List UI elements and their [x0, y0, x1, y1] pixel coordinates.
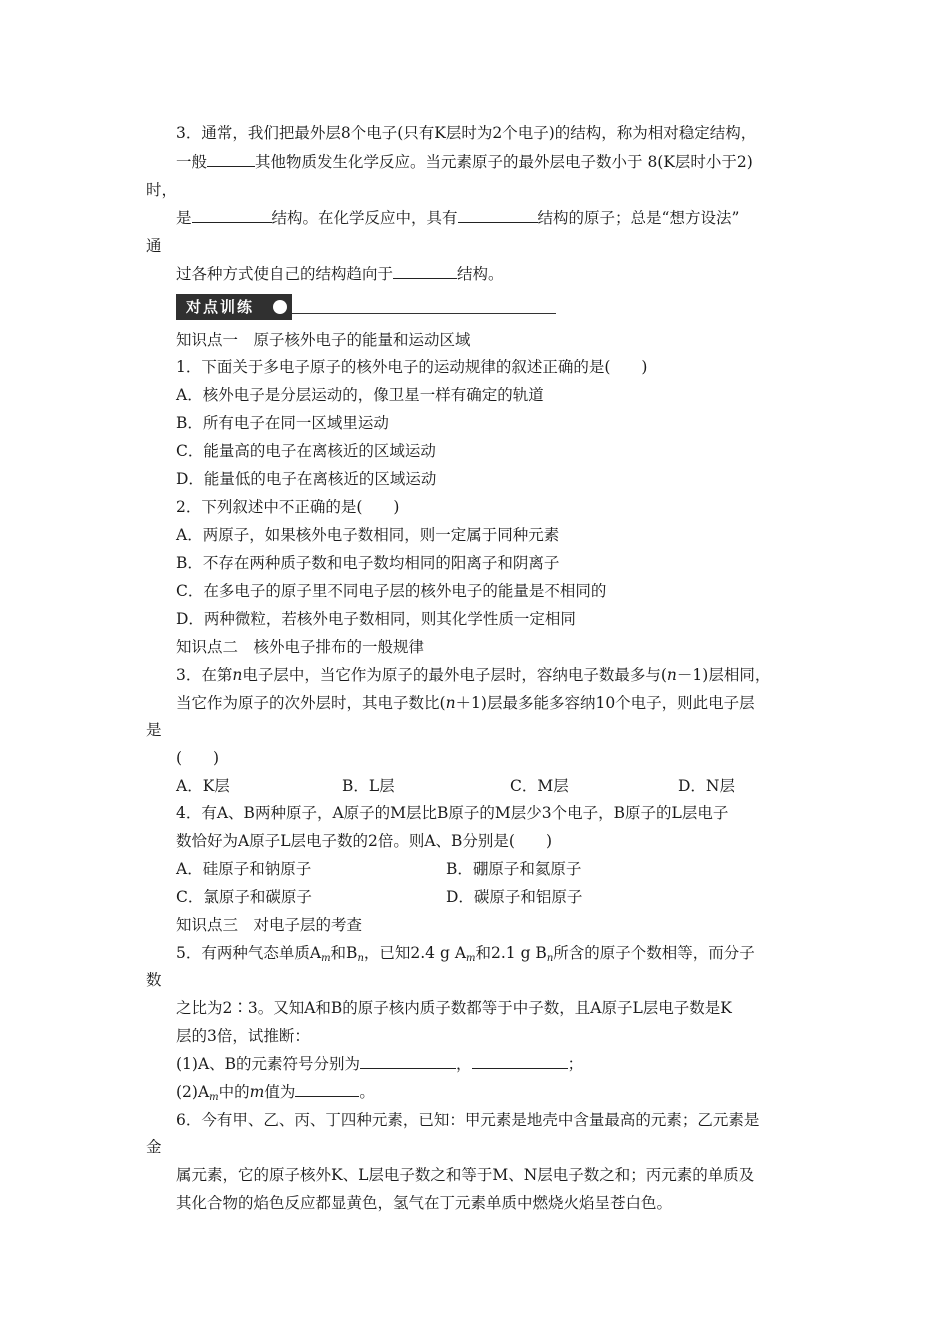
intro-line-3: 时， — [146, 181, 178, 199]
intro-line-4: 是 结构。在化学反应中，具有 结构的原子；总是“想方设法” — [176, 209, 740, 227]
section-tag-dot-icon — [273, 300, 287, 314]
intro-line-5: 通 — [146, 237, 162, 255]
question-3-line-2: 当它作为原子的次外层时，其电子数比(n＋1)层最多能多容纳10个电子，则此电子层 — [176, 694, 755, 712]
question-6-line-4: 其化合物的焰色反应都显黄色，氢气在丁元素单质中燃烧火焰呈苍白色。 — [176, 1194, 673, 1212]
question-3-line-4: ( ) — [176, 749, 220, 767]
q5-subquestion-1: (1)A、B的元素符号分别为 ， ； — [176, 1055, 584, 1073]
kp2-title: 知识点二 核外电子排布的一般规律 — [176, 638, 425, 656]
question-3-line-1: 3．在第n电子层中，当它作为原子的最外电子层时，容纳电子数最多与(n－1)层相同， — [176, 666, 771, 684]
kp1-title: 知识点一 原子核外电子的能量和运动区域 — [176, 331, 471, 349]
q5-subquestion-2: $(2)A_m$中的m值为 。 — [176, 1083, 375, 1103]
section-tag: 对点训练 — [176, 294, 292, 320]
q2-option-b[interactable]: B．不存在两种质子数和电子数均相同的阳离子和阴离子 — [176, 554, 560, 572]
section-tag-rule — [292, 313, 556, 314]
question-5-line-1: 5．有两种气态单质$A_m$和$B_n$，已知2.4 g $A_m$和2.1 g $B_n$所含的原子个数相等，而分子 — [176, 944, 755, 964]
fill-blank-5[interactable] — [360, 1054, 456, 1069]
q1-option-b[interactable]: B．所有电子在同一区域里运动 — [176, 414, 389, 432]
question-5-line-3: 之比为2∶3。又知A和B的原子核内质子数都等于中子数，且A原子L层电子数是K — [176, 999, 732, 1017]
fill-blank-6[interactable] — [472, 1054, 568, 1069]
fill-blank-2[interactable] — [192, 208, 272, 223]
q4-option-c[interactable]: C．氯原子和碳原子 — [176, 888, 312, 906]
question-5-line-2: 数 — [146, 971, 162, 989]
fill-blank-7[interactable] — [295, 1082, 359, 1097]
intro-line-1: 3．通常，我们把最外层8个电子(只有K层时为2个电子)的结构，称为相对稳定结构， — [176, 124, 757, 142]
fill-blank-3[interactable] — [458, 208, 538, 223]
q1-option-c[interactable]: C．能量高的电子在离核近的区域运动 — [176, 442, 436, 460]
q3-option-b[interactable]: B．L层 — [342, 777, 395, 795]
question-3-line-3: 是 — [146, 721, 162, 739]
question-4-line-2: 数恰好为A原子L层电子数的2倍。则A、B分别是( ) — [176, 832, 553, 850]
q3-option-c[interactable]: C．M层 — [510, 777, 569, 795]
question-6-line-2: 金 — [146, 1138, 162, 1156]
q4-option-a[interactable]: A．硅原子和钠原子 — [176, 860, 312, 878]
question-2: 2．下列叙述中不正确的是( ) — [176, 498, 400, 516]
question-6-line-1: 6．今有甲、乙、丙、丁四种元素，已知：甲元素是地壳中含量最高的元素；乙元素是 — [176, 1111, 760, 1129]
q4-option-d[interactable]: D．碳原子和铝原子 — [446, 888, 583, 906]
intro-line-2: 一般 其他物质发生化学反应。当元素原子的最外层电子数小于 8(K层时小于2) — [176, 153, 753, 171]
fill-blank-4[interactable] — [393, 264, 457, 279]
q1-option-d[interactable]: D．能量低的电子在离核近的区域运动 — [176, 470, 437, 488]
q2-option-d[interactable]: D．两种微粒，若核外电子数相同，则其化学性质一定相同 — [176, 610, 576, 628]
q4-option-b[interactable]: B．硼原子和氦原子 — [446, 860, 582, 878]
question-4-line-1: 4．有A、B两种原子，A原子的M层比B原子的M层少3个电子，B原子的L层电子 — [176, 804, 729, 822]
kp3-title: 知识点三 对电子层的考查 — [176, 916, 363, 934]
question-1: 1．下面关于多电子原子的核外电子的运动规律的叙述正确的是( ) — [176, 358, 648, 376]
question-6-line-3: 属元素，它的原子核外K、L层电子数之和等于M、N层电子数之和；丙元素的单质及 — [176, 1166, 755, 1184]
question-5-line-4: 层的3倍，试推断： — [176, 1027, 310, 1045]
q2-option-a[interactable]: A．两原子，如果核外电子数相同，则一定属于同种元素 — [176, 526, 560, 544]
intro-line-6: 过各种方式使自己的结构趋向于 结构。 — [176, 265, 504, 283]
q1-option-a[interactable]: A．核外电子是分层运动的，像卫星一样有确定的轨道 — [176, 386, 544, 404]
q2-option-c[interactable]: C．在多电子的原子里不同电子层的核外电子的能量是不相同的 — [176, 582, 607, 600]
q3-option-a[interactable]: A．K层 — [176, 777, 230, 795]
fill-blank-1[interactable] — [207, 152, 255, 167]
q3-option-d[interactable]: D．N层 — [678, 777, 735, 795]
